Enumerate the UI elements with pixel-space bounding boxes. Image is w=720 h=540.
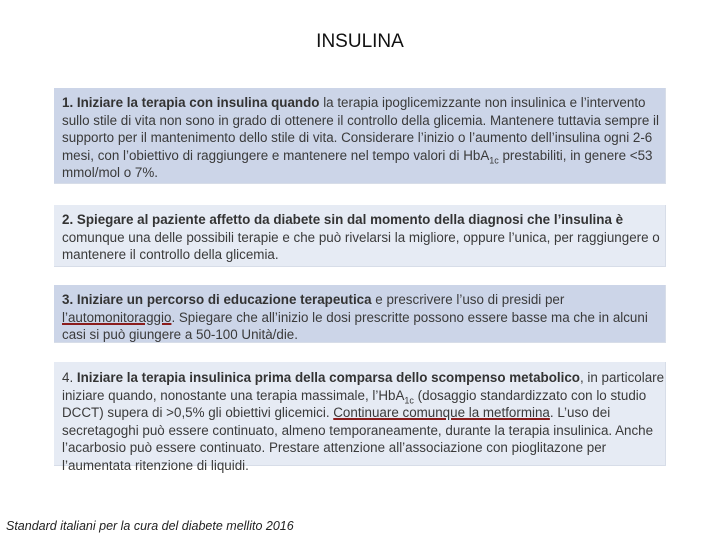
hba1c-subscript-1: 1c: [489, 155, 499, 166]
recommendation-heading-4: Iniziare la terapia insulinica prima della comparsa dello scompenso metabolico: [76, 370, 580, 385]
recommendation-body-4c: . L’uso dei secretagoghi può essere continuato, almeno temporaneamente, durante la terapia insulinica. Anche l’acarbosio può essere continuato. Prestare attenzione all’associazione con pioglitazone per l’aumentata ritenzione di liquidi.: [62, 405, 654, 473]
recommendation-box-2: [54, 205, 666, 267]
recommendation-body-4a: , in particolare iniziare quando, nonostante una terapia massimale, l’HbA: [62, 370, 665, 403]
recommendation-body-3b: . Spiegare che all’inizio le dosi prescritte possono essere basse ma che in alcuni casi si può giungere a 50-100 Unità/die.: [62, 309, 648, 343]
recommendation-tail-1: prestabiliti, in genere <53 mmol/mol o 7%.: [62, 147, 653, 181]
underlined-metformina: Continuare comunque la metformina: [333, 405, 550, 421]
recommendation-heading-2: 2. Spiegare al paziente affetto da diabete sin dal momento della diagnosi che l’insulina è: [62, 212, 624, 227]
recommendation-box-1: [54, 88, 666, 184]
hba1c-subscript-4: 1c: [404, 395, 414, 406]
recommendation-box-3: [54, 285, 666, 343]
recommendation-body-3a: e prescrivere l’uso di presidi per: [371, 292, 565, 307]
recommendation-heading-1: 1. Iniziare la terapia con insulina quando: [62, 95, 320, 110]
recommendation-text-2: [62, 211, 665, 264]
recommendation-box-4: [54, 362, 666, 473]
source-footer: Standard italiani per la cura del diabete mellito 2016: [6, 519, 294, 533]
recommendation-number-4: 4.: [62, 370, 77, 385]
recommendation-text-1: [62, 94, 665, 182]
slide-title: INSULINA: [316, 31, 404, 52]
recommendation-text-3: [62, 291, 665, 344]
recommendation-body-1: la terapia ipoglicemizzante non insulinica e l’intervento sullo stile di vita non sono in grado di ottenere il controllo della glicemia. Mantenere tuttavia sempre il supporto per il mantenimento dello stile di vita. Considerare l’inizio o l’aumento dell’insulina ogni 2-6 mesi, con l’obiettivo di raggiungere e mantenere nel tempo valori di HbA: [62, 95, 659, 163]
recommendation-body-2: comunque una delle possibili terapie e che può rivelarsi la migliore, oppure l’unica, per raggiungere o mantenere il controllo della glicemia.: [62, 229, 660, 263]
recommendation-text-4: [62, 369, 665, 475]
recommendation-body-4b: (dosaggio standardizzato con lo studio DCCT) supera di >0,5% gli obiettivi glicemici.: [62, 387, 647, 421]
underlined-automonitoraggio: l’automonitoraggio: [62, 309, 172, 325]
recommendation-heading-3: 3. Iniziare un percorso di educazione terapeutica: [62, 292, 372, 307]
